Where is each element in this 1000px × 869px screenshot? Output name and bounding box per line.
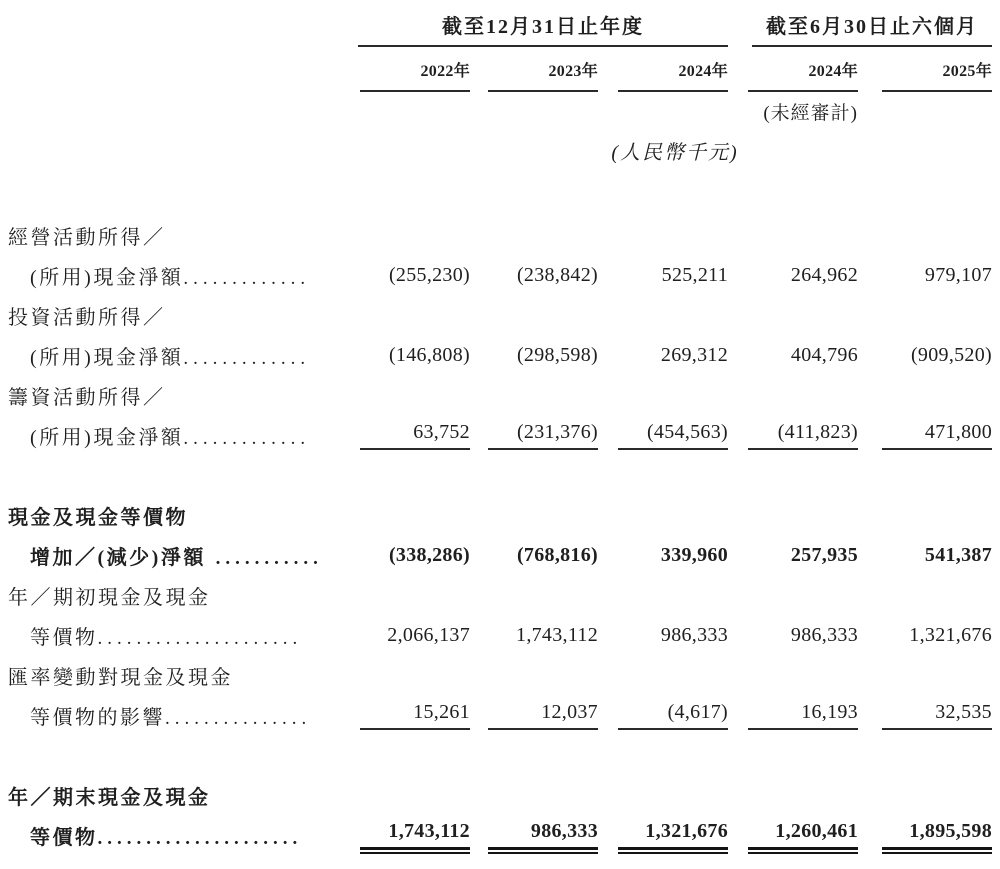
table-row (0, 775, 1000, 815)
leader-dots: ........... (205, 547, 323, 569)
column-group-label: 截至6月30日止六個月 (766, 16, 978, 38)
table-row (0, 255, 1000, 295)
row-label (8, 821, 340, 850)
value-text: (238,842) (516, 263, 598, 286)
value-cell (858, 701, 992, 730)
table-row (0, 695, 1000, 735)
value-cell (340, 820, 470, 850)
unaudited-note-row (0, 102, 1000, 126)
value-text: 32,535 (882, 701, 992, 730)
value-cell (340, 344, 470, 367)
value-cell (598, 624, 728, 647)
spacer (0, 735, 1000, 775)
leader-dots: ............. (183, 427, 311, 449)
value-text: 63,752 (360, 421, 470, 450)
spacer (0, 166, 1000, 215)
value-text: 16,193 (748, 701, 858, 730)
column-group-label: 截至12月31日止年度 (442, 16, 644, 38)
row-label (8, 381, 340, 410)
value-text: 525,211 (661, 263, 728, 286)
column-group-annual (358, 14, 728, 47)
value-text: 979,107 (924, 263, 992, 286)
value-cell (858, 264, 992, 287)
value-cell (858, 624, 992, 647)
value-cell (340, 701, 470, 730)
value-cell (728, 344, 858, 367)
value-cell (598, 421, 728, 450)
value-cell (470, 344, 598, 367)
value-cell (728, 820, 858, 850)
table-row (0, 615, 1000, 655)
value-cell (470, 624, 598, 647)
spacer (0, 455, 1000, 495)
row-label-text: 增加／(減少)淨額 (30, 546, 206, 569)
value-cell (728, 421, 858, 450)
row-label (8, 661, 340, 690)
table-header-groups (0, 14, 1000, 47)
value-text: 404,796 (790, 343, 858, 366)
value-text: 1,321,676 (909, 623, 992, 646)
value-cell (470, 421, 598, 450)
leader-dots: ..................... (97, 827, 303, 849)
value-text: (255,230) (388, 263, 470, 286)
table-row (0, 375, 1000, 415)
value-cell (340, 624, 470, 647)
table-row (0, 575, 1000, 615)
value-cell (728, 544, 858, 567)
row-label (8, 421, 340, 450)
row-label (8, 781, 340, 810)
row-label-text: (所用)現金淨額 (30, 346, 184, 369)
row-label (8, 501, 340, 530)
value-text: 471,800 (882, 421, 992, 450)
unit-note-row (0, 140, 1000, 166)
row-label-text: 等價物的影響 (30, 706, 165, 729)
value-cell (858, 544, 992, 567)
value-cell (598, 344, 728, 367)
row-label (8, 541, 340, 570)
value-cell (470, 701, 598, 730)
value-text: 541,387 (924, 543, 992, 566)
value-text: 986,333 (488, 820, 598, 850)
value-text: 339,960 (660, 543, 728, 566)
value-cell (728, 701, 858, 730)
leader-dots: ............. (183, 267, 311, 289)
row-label-text: 等價物 (30, 626, 98, 649)
row-label (8, 341, 340, 370)
value-text: 257,935 (790, 543, 858, 566)
row-label-text: 籌資活動所得／ (8, 386, 166, 409)
value-cell (470, 820, 598, 850)
value-text: (298,598) (516, 343, 598, 366)
year-column-header: 2024年 (728, 59, 858, 92)
row-label-text: 等價物 (30, 826, 98, 849)
value-text: (231,376) (488, 421, 598, 450)
value-text: 1,321,676 (618, 820, 728, 850)
table-row (0, 295, 1000, 335)
value-text: 986,333 (660, 623, 728, 646)
value-cell (598, 544, 728, 567)
leader-dots: ..................... (97, 627, 303, 649)
value-text: (454,563) (618, 421, 728, 450)
value-cell (340, 421, 470, 450)
year-column-header: 2023年 (470, 59, 598, 92)
table-row (0, 655, 1000, 695)
row-label-text: (所用)現金淨額 (30, 426, 184, 449)
row-label (8, 621, 340, 650)
leader-dots: ............. (183, 347, 311, 369)
value-text: (909,520) (910, 343, 992, 366)
value-cell (728, 624, 858, 647)
row-label-text: 投資活動所得／ (8, 306, 166, 329)
value-cell (340, 544, 470, 567)
value-text: 269,312 (660, 343, 728, 366)
value-cell (858, 421, 992, 450)
value-cell (598, 701, 728, 730)
year-column-header: 2022年 (340, 59, 470, 92)
value-text: 12,037 (488, 701, 598, 730)
value-text: (768,816) (516, 543, 598, 566)
value-cell (598, 820, 728, 850)
row-label-text: 年／期末現金及現金 (8, 786, 211, 809)
value-text: 2,066,137 (387, 623, 470, 646)
value-cell (728, 264, 858, 287)
value-text: 15,261 (360, 701, 470, 730)
value-cell (598, 264, 728, 287)
value-text: 986,333 (790, 623, 858, 646)
table-row (0, 535, 1000, 575)
row-label-text: 匯率變動對現金及現金 (8, 666, 233, 689)
value-text: (338,286) (388, 543, 470, 566)
value-text: (411,823) (748, 421, 858, 450)
value-text: 264,962 (790, 263, 858, 286)
row-label-text: (所用)現金淨額 (30, 266, 184, 289)
table-row (0, 815, 1000, 855)
value-cell (858, 820, 992, 850)
year-column-header: 2025年 (858, 59, 992, 92)
table-row (0, 215, 1000, 255)
value-text: 1,260,461 (748, 820, 858, 850)
row-label-text: 經營活動所得／ (8, 226, 166, 249)
table-row (0, 495, 1000, 535)
year-column-header: 2024年 (598, 59, 728, 92)
currency-unit-note: (人民幣千元) (611, 142, 739, 164)
row-label (8, 301, 340, 330)
row-label (8, 261, 340, 290)
table-row (0, 415, 1000, 455)
leader-dots: ............... (165, 707, 312, 729)
table-header-years (0, 59, 1000, 92)
value-text: 1,743,112 (360, 820, 470, 850)
value-text: (146,808) (388, 343, 470, 366)
value-cell (470, 544, 598, 567)
row-label (8, 581, 340, 610)
row-label-text: 現金及現金等價物 (8, 506, 188, 529)
unaudited-note: (未經審計) (763, 103, 858, 124)
row-label (8, 701, 340, 730)
value-text: 1,895,598 (882, 820, 992, 850)
row-label (8, 221, 340, 250)
column-group-interim (752, 14, 992, 47)
value-text: 1,743,112 (516, 623, 598, 646)
table-row (0, 335, 1000, 375)
value-cell (858, 344, 992, 367)
value-text: (4,617) (618, 701, 728, 730)
value-cell (340, 264, 470, 287)
value-cell (470, 264, 598, 287)
row-label-text: 年／期初現金及現金 (8, 586, 211, 609)
